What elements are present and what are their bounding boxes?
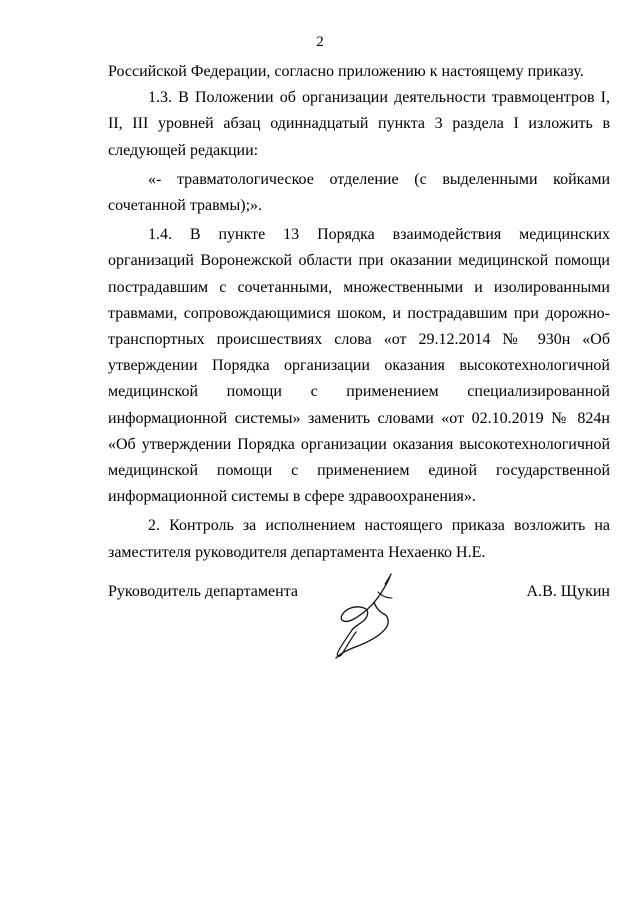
signatory-title: Руководитель департамента [108,583,298,600]
signatory-name: А.В. Щукин [526,583,610,600]
paragraph-continuation: Российской Федерации, согласно приложению к настоящему приказу. [108,63,584,80]
page-number: 2 [316,34,324,50]
paragraph-quote: «- травматологическое отделение (с выделенными койками сочетанной травмы);». [108,170,610,215]
document-body [108,59,610,566]
paragraph-1-4: 1.4. В пункте 13 Порядка взаимодействия медицинских организаций Воронежской области при оказании медицинской помощи пострадавшим с сочетанными, множественными и изолированными травмами, сопровождающимися шоком, и пострадавшим при дорожно-транспортных происшествиях слова «от 29.12.2014 № 930н «Об утверждении Порядка организации оказания высокотехнологичной медицинской помощи с применением специализированной информационной системы» заменить словами «от 02.10.2019 № 824н «Об утверждении Порядка организации оказания высокотехнологичной медицинской помощи с применением единой государственной информационной системы в сфере здравоохранения». [108,226,610,506]
paragraph-1-3: 1.3. В Положении об организации деятельности травмоцентров I, II, III уровней абзац одиннадцатый пункта 3 раздела I изложить в следующей редакции: [108,89,610,159]
handwritten-signature [330,572,400,664]
paragraph-2: 2. Контроль за исполнением настоящего приказа возложить на заместителя руководителя департамента Нехаенко Н.Е. [108,517,610,561]
